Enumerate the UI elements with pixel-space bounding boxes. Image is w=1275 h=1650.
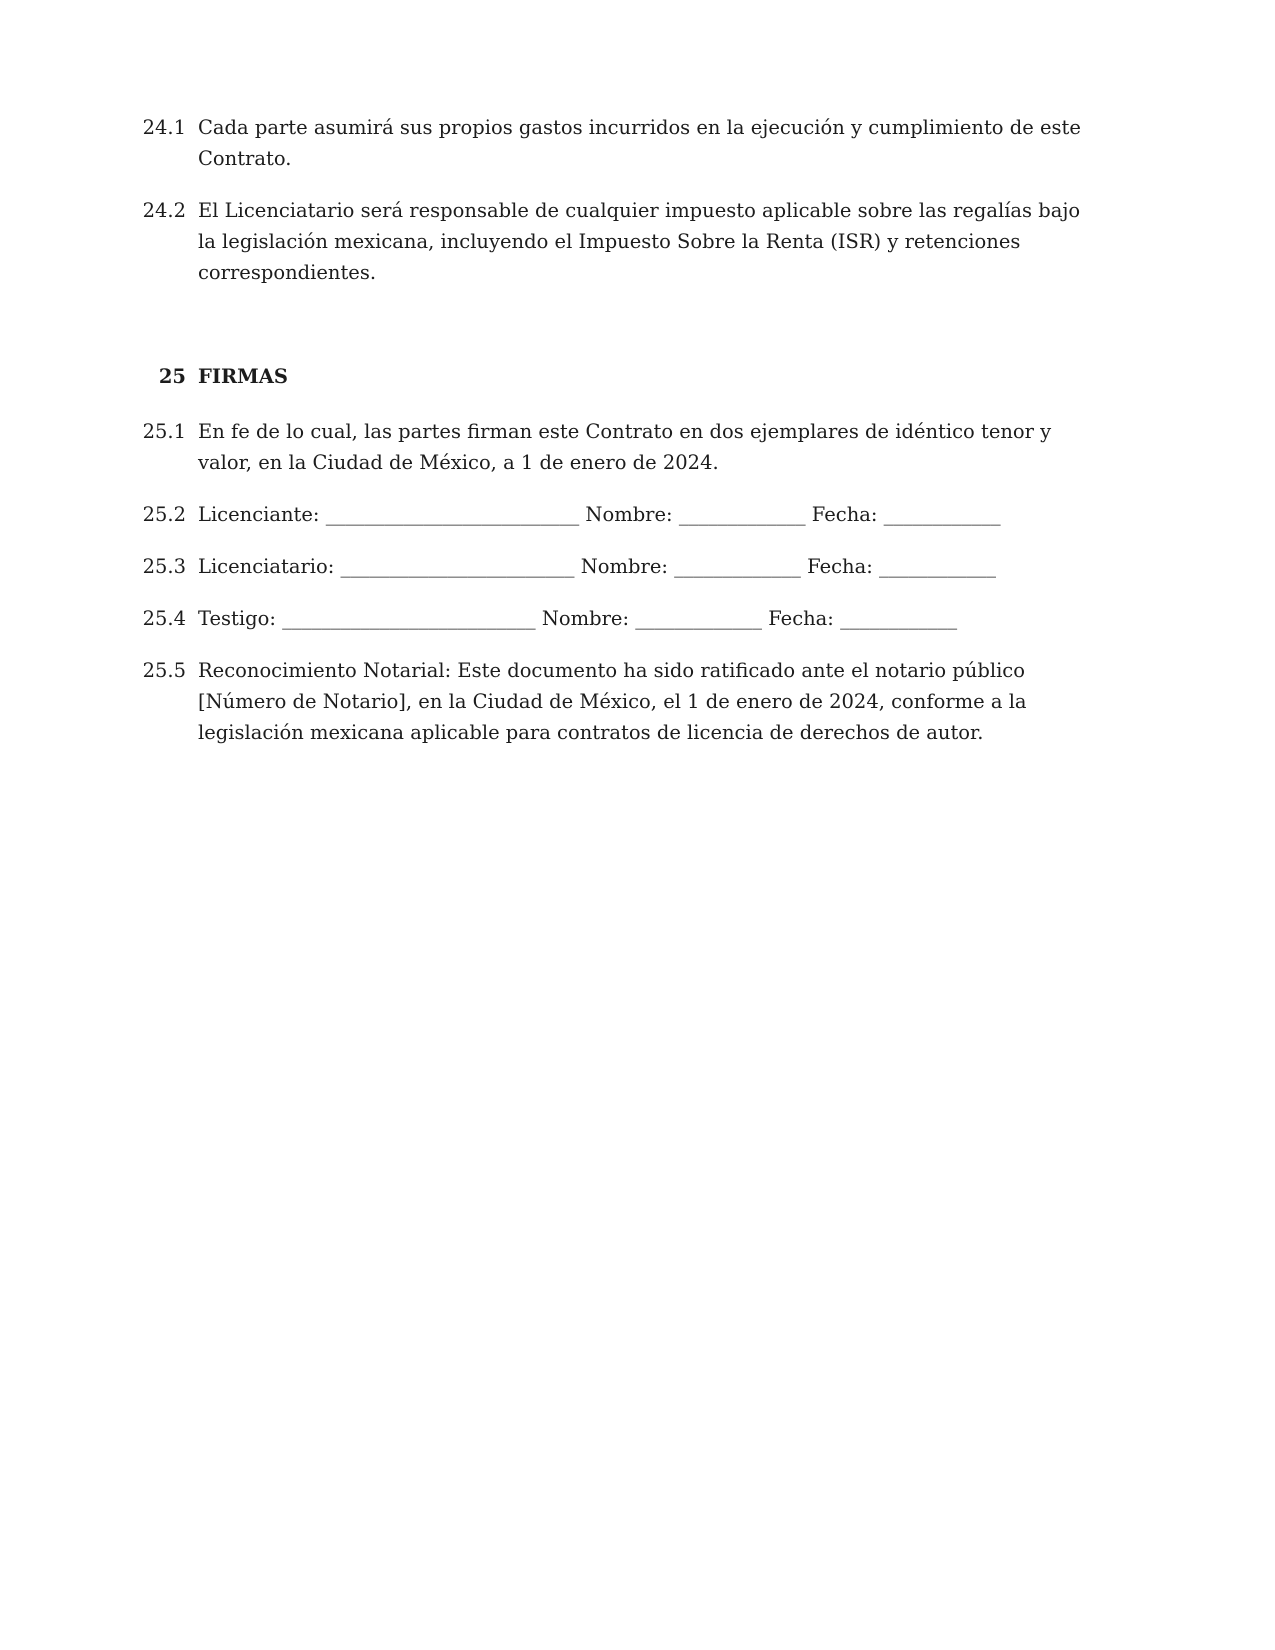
signature-field-label: Nombre: xyxy=(580,555,668,578)
signature-field-label: Fecha: xyxy=(811,503,878,526)
clause-item-25-5 xyxy=(136,655,1098,748)
signature-blank-line: ________________________ xyxy=(340,555,575,578)
clause-item-25-1 xyxy=(136,416,1098,478)
clause-text: El Licenciatario será responsable de cualquier impuesto aplicable sobre las regalías bajo la legislación mexicana, incluyendo el Impuesto Sobre la Renta (ISR) y retenciones correspondientes. xyxy=(198,199,1081,284)
clause-text: Reconocimiento Notarial: Este documento ha sido ratificado ante el notario público [Número de Notario], en la Ciudad de México, el 1 de enero de 2024, conforme a la legislación mexicana aplicable para contratos de licencia de derechos de autor. xyxy=(198,659,1027,744)
clause-number: 25.2 xyxy=(142,503,186,526)
signature-field-label: Licenciante: xyxy=(198,503,320,526)
clause-number: 25.3 xyxy=(142,555,186,578)
signature-blank-line: ____________ xyxy=(883,503,1001,526)
clause-item-24-2 xyxy=(136,195,1098,288)
signature-row-25-2 xyxy=(136,499,1098,530)
signature-blank-line: _____________ xyxy=(674,555,801,578)
signature-field-label: Licenciatario: xyxy=(198,555,335,578)
signature-blank-line: __________________________ xyxy=(325,503,580,526)
section-number: 25 xyxy=(158,365,186,388)
clause-item-24-1 xyxy=(136,112,1098,174)
signature-blank-line: _____________ xyxy=(678,503,806,526)
signature-blank-line: ____________ xyxy=(840,607,958,630)
clause-number: 25.5 xyxy=(142,659,186,682)
signature-blank-line: _____________ xyxy=(635,607,762,630)
clause-number: 24.1 xyxy=(142,116,186,139)
signature-row-25-4 xyxy=(136,603,1098,634)
signature-line xyxy=(198,551,1098,582)
signature-row-25-3 xyxy=(136,551,1098,582)
clause-number: 25.1 xyxy=(142,420,186,443)
signature-field-label: Fecha: xyxy=(768,607,834,630)
clause-number: 25.4 xyxy=(142,607,186,630)
clause-number: 24.2 xyxy=(142,199,186,222)
section-heading-25 xyxy=(136,361,1098,392)
signature-blank-line: __________________________ xyxy=(282,607,536,630)
signature-blank-line: ____________ xyxy=(879,555,996,578)
section-title: FIRMAS xyxy=(198,365,288,388)
clause-text: Cada parte asumirá sus propios gastos incurridos en la ejecución y cumplimiento de este Contrato. xyxy=(198,116,1081,170)
signature-field-label: Fecha: xyxy=(807,555,873,578)
signature-field-label: Nombre: xyxy=(541,607,630,630)
signature-field-label: Testigo: xyxy=(198,607,276,630)
signature-line xyxy=(198,499,1098,530)
clause-text: En fe de lo cual, las partes firman este Contrato en dos ejemplares de idéntico tenor y valor, en la Ciudad de México, a 1 de enero de 2024. xyxy=(198,420,1052,474)
signature-field-label: Nombre: xyxy=(585,503,673,526)
signature-line xyxy=(198,603,1098,634)
document-content xyxy=(0,0,1275,769)
